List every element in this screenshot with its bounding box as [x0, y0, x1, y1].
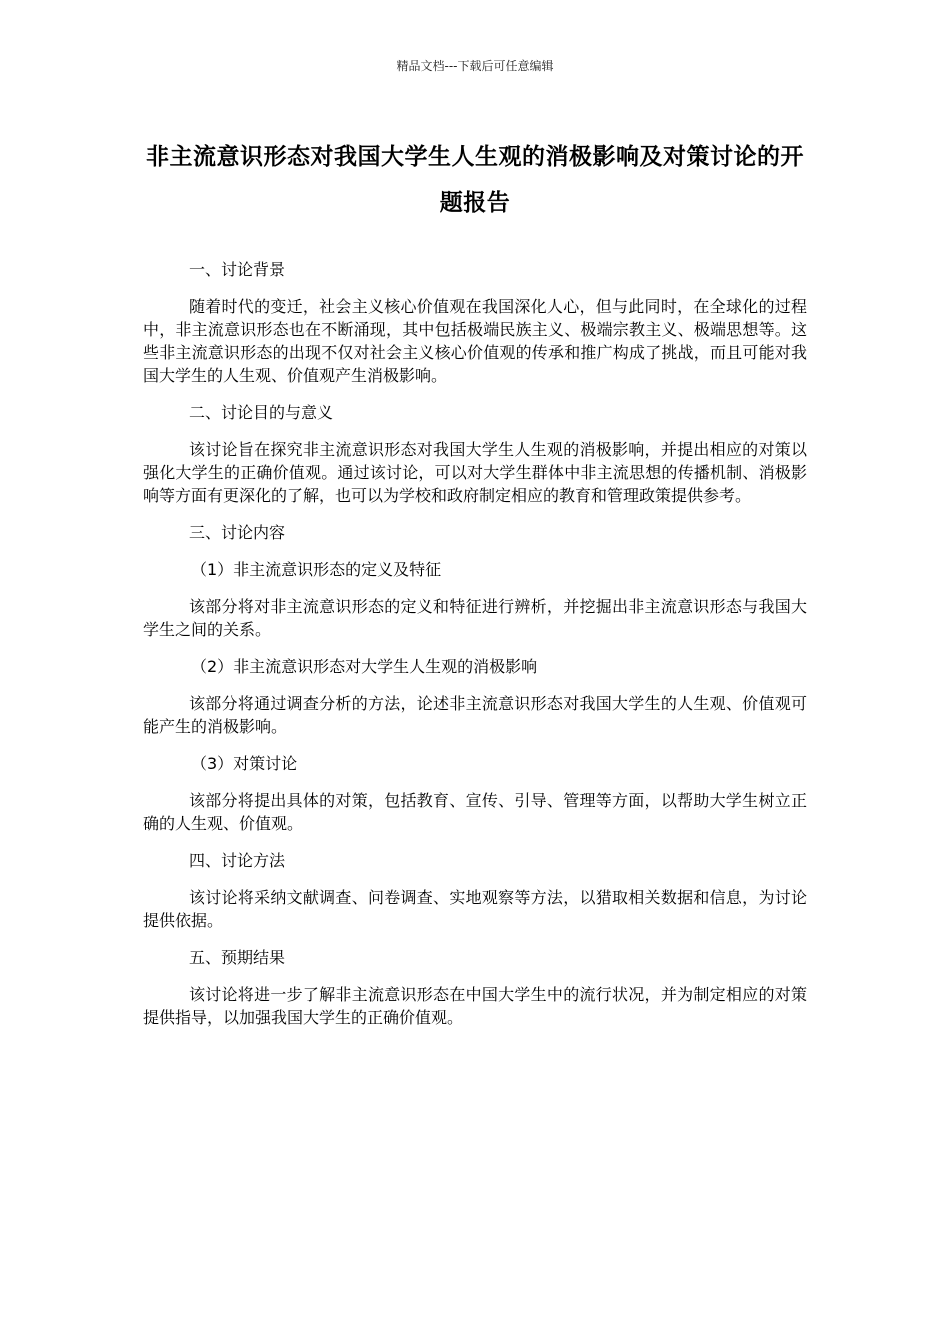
subsection-paragraph-definition: 该部分将对非主流意识形态的定义和特征进行辨析，并挖掘出非主流意识形态与我国大学生之间的关系。 — [143, 597, 807, 639]
section-heading-purpose: 二、讨论目的与意义 — [189, 403, 334, 422]
section-paragraph-purpose: 该讨论旨在探究非主流意识形态对我国大学生人生观的消极影响，并提出相应的对策以强化大学生的正确价值观。通过该讨论，可以对大学生群体中非主流思想的传播机制、消极影响等方面有更深化的了解，也可以为学校和政府制定相应的教育和管理政策提供参考。 — [143, 440, 807, 505]
section-heading-methods: 四、讨论方法 — [189, 851, 286, 870]
subsection-heading-impact: （2）非主流意识形态对大学生人生观的消极影响 — [191, 657, 538, 676]
section-heading-content: 三、讨论内容 — [189, 523, 286, 542]
header-note: 精品文档---下载后可任意编辑 — [396, 59, 554, 73]
section-paragraph-expected-results: 该讨论将进一步了解非主流意识形态在中国大学生中的流行状况，并为制定相应的对策提供指导，以加强我国大学生的正确价值观。 — [143, 985, 807, 1027]
subsection-paragraph-impact: 该部分将通过调查分析的方法，论述非主流意识形态对我国大学生的人生观、价值观可能产生的消极影响。 — [143, 694, 807, 736]
section-heading-background: 一、讨论背景 — [189, 260, 286, 279]
subsection-heading-countermeasures: （3）对策讨论 — [191, 754, 298, 773]
section-paragraph-background: 随着时代的变迁，社会主义核心价值观在我国深化人心，但与此同时，在全球化的过程中，非主流意识形态也在不断涌现，其中包括极端民族主义、极端宗教主义、极端思想等。这些非主流意识形态的出现不仅对社会主义核心价值观的传承和推广构成了挑战，而且可能对我国大学生的人生观、价值观产生消极影响。 — [143, 297, 807, 385]
section-heading-expected-results: 五、预期结果 — [189, 948, 286, 967]
subsection-paragraph-countermeasures: 该部分将提出具体的对策，包括教育、宣传、引导、管理等方面，以帮助大学生树立正确的人生观、价值观。 — [143, 791, 807, 833]
section-paragraph-methods: 该讨论将采纳文献调查、问卷调查、实地观察等方法，以猎取相关数据和信息，为讨论提供依据。 — [143, 888, 807, 930]
subsection-heading-definition: （1）非主流意识形态的定义及特征 — [191, 560, 442, 579]
document-title: 非主流意识形态对我国大学生人生观的消极影响及对策讨论的开题报告 — [146, 144, 804, 216]
document-body — [143, 258, 807, 1043]
